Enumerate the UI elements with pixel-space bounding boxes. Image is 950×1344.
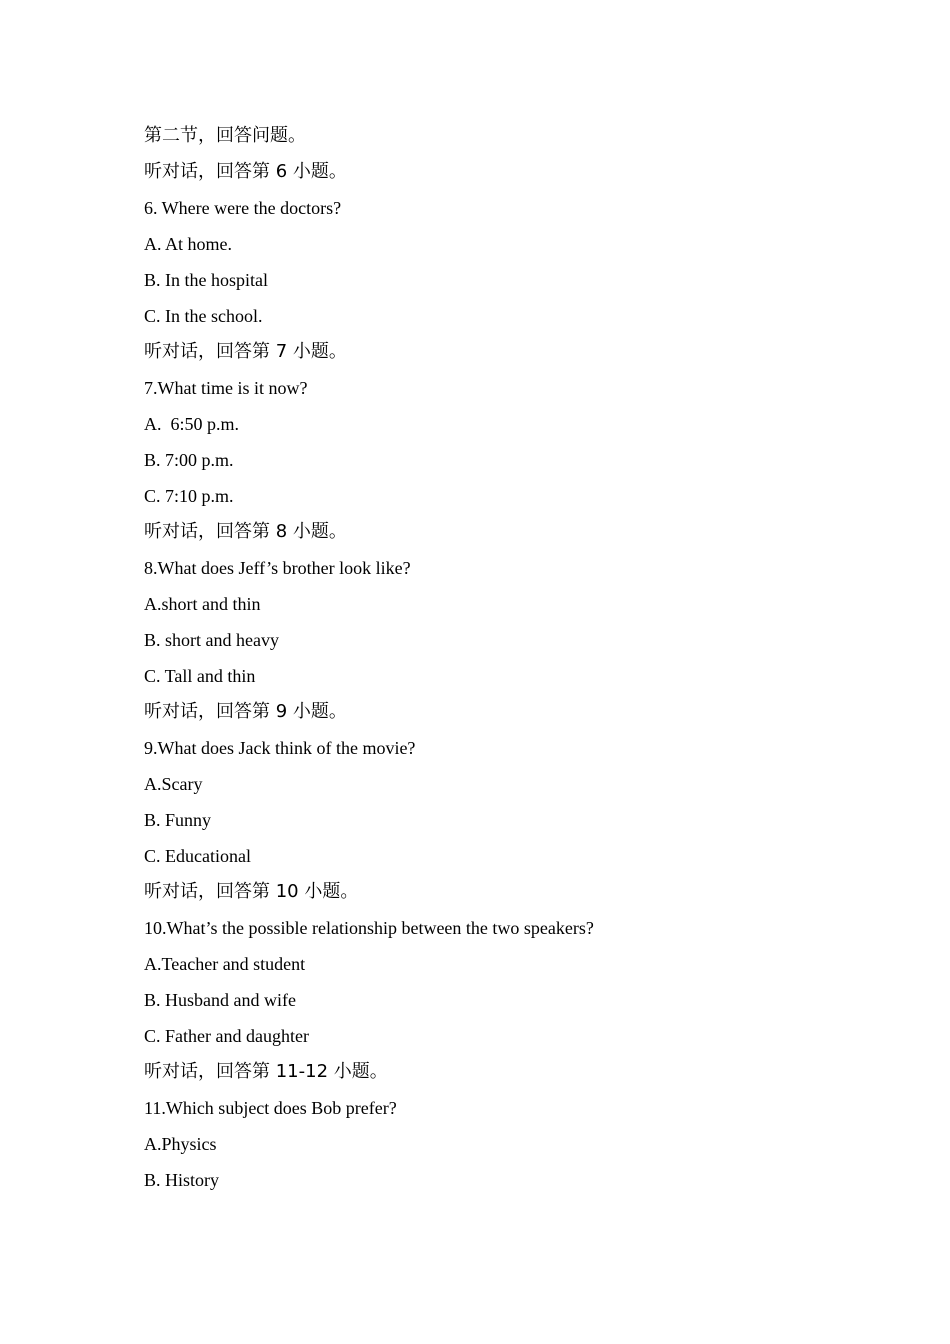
q6-option-b: B. In the hospital [144, 270, 268, 290]
question-6: 6. Where were the doctors? [144, 198, 342, 218]
question-9: 9.What does Jack think of the movie? [144, 738, 416, 758]
q9-option-b: B. Funny [144, 810, 212, 830]
q10-option-b: B. Husband and wife [144, 990, 296, 1010]
question-11: 11.Which subject does Bob prefer? [144, 1098, 397, 1118]
q6-option-c: C. In the school. [144, 306, 263, 326]
q7-option-a: A. 6:50 p.m. [144, 414, 240, 434]
document-body [144, 118, 824, 1198]
instruction-q8: 听对话，回答第 8 小题。 [144, 521, 347, 542]
q7-option-b: B. 7:00 p.m. [144, 450, 234, 470]
q8-option-b: B. short and heavy [144, 630, 279, 650]
question-7: 7.What time is it now? [144, 378, 308, 398]
instruction-q9: 听对话，回答第 9 小题。 [144, 701, 347, 722]
question-8: 8.What does Jeff’s brother look like? [144, 558, 411, 578]
instruction-q7: 听对话，回答第 7 小题。 [144, 341, 347, 362]
q11-option-b: B. History [144, 1170, 220, 1190]
q10-option-a: A.Teacher and student [144, 954, 306, 974]
q8-option-c: C. Tall and thin [144, 666, 256, 686]
q9-option-c: C. Educational [144, 846, 251, 866]
q11-option-a: A.Physics [144, 1134, 217, 1154]
question-10: 10.What’s the possible relationship between the two speakers? [144, 918, 594, 938]
q8-option-a: A.short and thin [144, 594, 261, 614]
instruction-q11-12: 听对话，回答第 11-12 小题。 [144, 1061, 388, 1082]
section-heading: 第二节，回答问题。 [144, 125, 306, 146]
q9-option-a: A.Scary [144, 774, 203, 794]
instruction-q10: 听对话，回答第 10 小题。 [144, 881, 359, 902]
q10-option-c: C. Father and daughter [144, 1026, 309, 1046]
instruction-q6: 听对话，回答第 6 小题。 [144, 161, 347, 182]
q6-option-a: A. At home. [144, 234, 232, 254]
q7-option-c: C. 7:10 p.m. [144, 486, 234, 506]
